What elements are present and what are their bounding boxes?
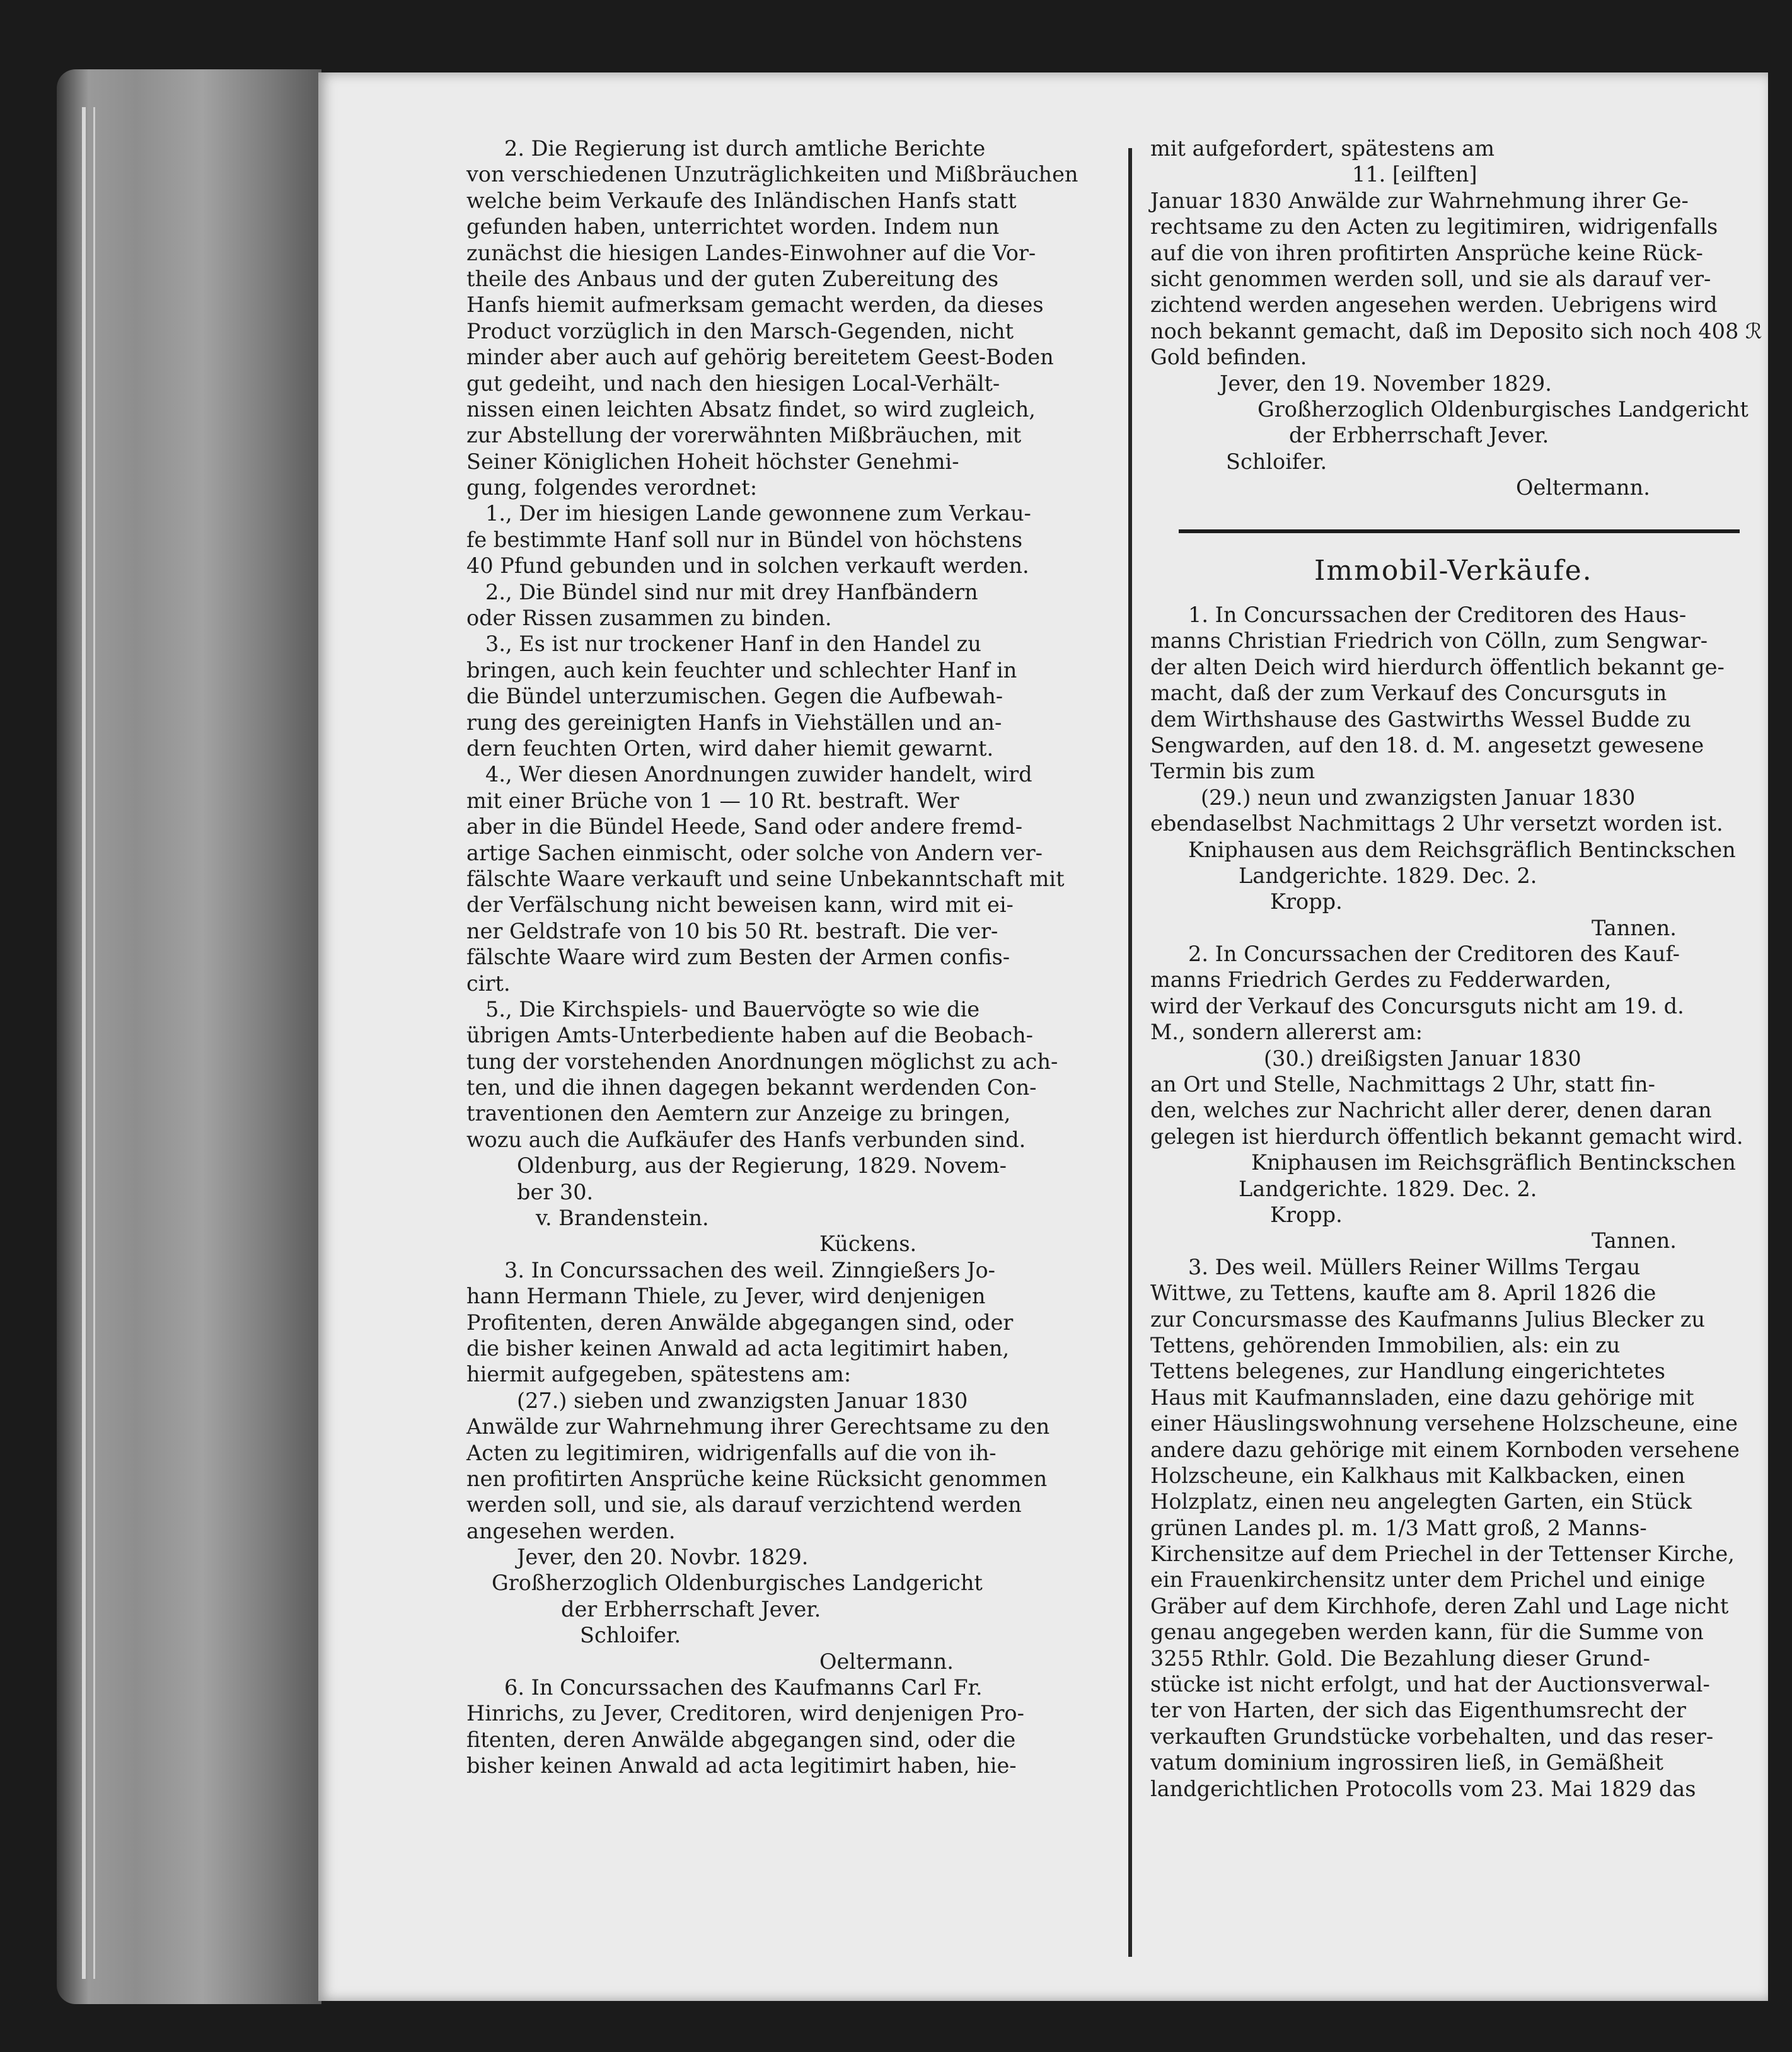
text-line: auf die von ihren profitirten Ansprüche keine Rück- [1150,240,1703,265]
text-line: Holzplatz, einen neu angelegten Garten, ein Stück [1150,1489,1692,1514]
text-line: (29.) neun und zwanzigsten Januar 1830 [1201,785,1636,810]
text-line: 3. Des weil. Müllers Reiner Willms Tergau [1188,1254,1641,1279]
text-line: ein Frauenkirchensitz unter dem Prichel und einige [1150,1567,1706,1593]
text-line: dem Wirthshause des Gastwirths Wessel Budde zu [1150,706,1691,732]
text-line: bringen, auch kein feuchter und schlechter Hanf in [466,657,1017,683]
text-line: vatum dominium ingrossiren ließ, in Gemäßheit [1150,1750,1663,1775]
text-line: 1. In Concurssachen der Creditoren des Haus- [1188,602,1687,627]
text-line: übrigen Amts-Unterbediente haben auf die Beobach- [466,1023,1034,1048]
text-line: artige Sachen einmischt, oder solche von Andern ver- [466,840,1043,865]
text-line: 3255 Rthlr. Gold. Die Bezahlung dieser Grund- [1150,1646,1650,1671]
text-line: theile des Anbaus und der guten Zubereitung des [466,266,999,291]
text-line: welche beim Verkaufe des Inländischen Hanfs statt [466,188,1017,213]
right-column-bottom [1150,602,1768,1802]
text-line: M., sondern allererst am: [1150,1020,1423,1045]
text-line: Acten zu legitimiren, widrigenfalls auf die von ih- [466,1440,997,1465]
text-line: (30.) dreißigsten Januar 1830 [1264,1046,1581,1071]
text-line: Gräber auf dem Kirchhofe, deren Zahl und Lage nicht [1150,1593,1729,1618]
right-column-top [1150,135,1768,500]
text-line: Großherzoglich Oldenburgisches Landgericht [1257,396,1749,422]
text-line: mit einer Brüche von 1 — 10 Rt. bestraft. Wer [466,788,959,813]
text-line: oder Rissen zusammen zu binden. [466,606,832,631]
text-line: 3., Es ist nur trockener Hanf in den Handel zu [485,631,981,657]
text-line: fitenten, deren Anwälde abgegangen sind, oder die [466,1727,1016,1752]
text-line: Wittwe, zu Tettens, kaufte am 8. April 1826 die [1150,1281,1656,1306]
text-line: Tettens, gehörenden Immobilien, als: ein zu [1150,1332,1621,1357]
page-edge-highlight [82,107,86,1979]
text-line: Kniphausen aus dem Reichsgräflich Bentinckschen [1188,837,1736,862]
text-line: 1., Der im hiesigen Lande gewonnene zum Verkau- [485,501,1031,526]
text-line: gefunden haben, unterrichtet worden. Indem nun [466,214,1000,239]
text-line: Tannen. [1592,1228,1677,1254]
text-line: Landgerichte. 1829. Dec. 2. [1239,1176,1537,1201]
text-line: Jever, den 20. Novbr. 1829. [517,1545,809,1570]
text-line: Januar 1830 Anwälde zur Wahrnehmung ihrer Ge- [1150,188,1689,213]
text-line: Profitenten, deren Anwälde abgegangen sind, oder [466,1310,1014,1335]
text-line: werden soll, und sie, als darauf verzichtend werden [466,1492,1022,1518]
text-line: Kirchensitze auf dem Priechel in der Tettenser Kirche, [1150,1542,1735,1567]
section-rule [1179,529,1740,533]
text-line: zichtend werden angesehen werden. Uebrigens wird [1150,292,1718,318]
text-line: Oeltermann. [819,1649,954,1674]
text-line: Hanfs hiemit aufmerksam gemacht werden, da dieses [466,292,1044,318]
text-line: andere dazu gehörige mit einem Kornboden versehene [1150,1437,1740,1462]
text-line: noch bekannt gemacht, daß im Deposito sich noch 408 ℛ [1150,318,1762,343]
text-line: gut gedeiht, und nach den hiesigen Local-Verhält- [466,371,1000,396]
text-line: traventionen den Aemtern zur Anzeige zu bringen, [466,1101,1011,1126]
text-line: Jever, den 19. November 1829. [1220,371,1552,396]
text-line: verkauften Grundstücke vorbehalten, und das reser- [1150,1724,1714,1749]
text-line: ner Geldstrafe von 10 bis 50 Rt. bestraft. Die ver- [466,918,998,943]
text-line: 2. In Concurssachen der Creditoren des Kauf- [1188,942,1680,967]
text-line: rung des gereinigten Hanfs in Viehställen und an- [466,710,1002,735]
text-line: Haus mit Kaufmannsladen, eine dazu gehörige mit [1150,1385,1694,1410]
text-line: wird der Verkauf des Concursguts nicht am 19. d. [1150,993,1684,1018]
text-line: nissen einen leichten Absatz findet, so wird zugleich, [466,396,1036,422]
text-line: Oldenburg, aus der Regierung, 1829. Novem- [517,1153,1007,1179]
text-line: einer Häuslingswohnung versehene Holzscheune, eine [1150,1411,1738,1436]
text-line: 2., Die Bündel sind nur mit drey Hanfbändern [485,579,978,604]
text-line: cirt. [466,971,511,996]
text-line: angesehen werden. [466,1518,676,1543]
text-line: Oeltermann. [1516,475,1650,500]
text-line: den, welches zur Nachricht aller derer, denen daran [1150,1098,1712,1123]
text-line: 40 Pfund gebunden und in solchen verkauft werden. [466,553,1029,579]
text-line: Kniphausen im Reichsgräflich Bentinckschen [1251,1150,1736,1175]
text-line: hiermit aufgegeben, spätestens am: [466,1362,852,1387]
text-line: 4., Wer diesen Anordnungen zuwider handelt, wird [485,762,1032,787]
text-line: Holzscheune, ein Kalkhaus mit Kalkbacken, einen [1150,1463,1685,1488]
text-line: gelegen ist hierdurch öffentlich bekannt gemacht wird. [1150,1124,1743,1149]
book-page-edges [57,69,321,2004]
text-line: stücke ist nicht erfolgt, und hat der Auctionsverwal- [1150,1672,1710,1697]
text-line: von verschiedenen Unzuträglichkeiten und Mißbräuchen [466,162,1078,187]
text-line: Kropp. [1270,889,1343,914]
text-line: 2. Die Regierung ist durch amtliche Berichte [504,136,986,161]
text-line: Schloifer. [580,1623,681,1648]
text-line: Landgerichte. 1829. Dec. 2. [1239,863,1537,888]
text-line: der Erbherrschaft Jever. [1289,423,1549,448]
document-page [318,72,1768,2001]
text-line: rechtsame zu den Acten zu legitimiren, widrigenfalls [1150,214,1718,239]
text-line: ber 30. [517,1179,594,1204]
text-line: an Ort und Stelle, Nachmittags 2 Uhr, statt fin- [1150,1072,1655,1097]
text-line: die Bündel unterzumischen. Gegen die Aufbewah- [466,684,1003,709]
text-line: (27.) sieben und zwanzigsten Januar 1830 [517,1388,968,1413]
text-line: 5., Die Kirchspiels- und Bauervögte so wie die [485,996,980,1022]
text-line: wozu auch die Aufkäufer des Hanfs verbunden sind. [466,1127,1026,1152]
text-line: fälschte Waare wird zum Besten der Armen confis- [466,945,1010,970]
text-line: aber in die Bündel Heede, Sand oder andere fremd- [466,814,1023,839]
text-line: Kropp. [1270,1202,1343,1227]
text-line: Anwälde zur Wahrnehmung ihrer Gerechtsame zu den [466,1414,1050,1439]
text-line: Termin bis zum [1150,759,1315,784]
text-line: v. Brandenstein. [536,1206,709,1231]
text-line: Gold befinden. [1150,345,1307,370]
page-edge-highlight [93,107,95,1979]
text-line: gung, folgendes verordnet: [466,475,758,500]
text-line: Großherzoglich Oldenburgisches Landgericht [492,1571,983,1596]
text-line: der Erbherrschaft Jever. [561,1596,821,1622]
text-line: manns Friedrich Gerdes zu Fedderwarden, [1150,967,1612,993]
text-line: Tettens belegenes, zur Handlung eingerichtetes [1150,1359,1665,1384]
text-line: 6. In Concurssachen des Kaufmanns Carl Fr. [504,1675,983,1700]
text-line: nen profitirten Ansprüche keine Rücksicht genommen [466,1466,1048,1491]
text-line: landgerichtlichen Protocolls vom 23. Mai 1829 das [1150,1776,1696,1801]
text-line: dern feuchten Orten, wird daher hiemit gewarnt. [466,735,994,761]
text-line: mit aufgefordert, spätestens am [1150,136,1494,161]
text-line: Product vorzüglich in den Marsch-Gegenden, nicht [466,318,1014,343]
text-line: sicht genommen werden soll, und sie als darauf ver- [1150,266,1711,291]
text-line: Tannen. [1592,915,1677,940]
text-line: zur Concursmasse des Kaufmanns Julius Blecker zu [1150,1306,1705,1332]
text-line: zur Abstellung der vorerwähnten Mißbräuchen, mit [466,423,1022,448]
text-line: manns Christian Friedrich von Cölln, zum Sengwar- [1150,628,1708,654]
text-line: macht, daß der zum Verkauf des Concursguts in [1150,681,1667,706]
text-line: genau angegeben werden kann, für die Summe von [1150,1620,1704,1645]
text-line: der alten Deich wird hierdurch öffentlich bekannt ge- [1150,654,1725,679]
section-heading: Immobil-Verkäufe. [1314,555,1593,587]
text-line: minder aber auch auf gehörig bereitetem Geest-Boden [466,345,1054,370]
text-line: die bisher keinen Anwald ad acta legitimirt haben, [466,1335,1010,1361]
text-line: zunächst die hiesigen Landes-Einwohner auf die Vor- [466,240,1036,265]
text-line: hann Hermann Thiele, zu Jever, wird denjenigen [466,1284,986,1309]
text-line: tung der vorstehenden Anordnungen möglichst zu ach- [466,1049,1058,1074]
text-line: ter von Harten, der sich das Eigenthumsrecht der [1150,1698,1686,1723]
text-line: Seiner Königlichen Hoheit höchster Genehmi- [466,449,959,474]
text-line: bisher keinen Anwald ad acta legitimirt haben, hie- [466,1753,1017,1778]
text-line: Hinrichs, zu Jever, Creditoren, wird denjenigen Pro- [466,1701,1024,1726]
text-line: fälschte Waare verkauft und seine Unbekanntschaft mit [466,866,1065,891]
text-line: 11. [eilften] [1352,162,1477,187]
text-line: ebendaselbst Nachmittags 2 Uhr versetzt worden ist. [1150,811,1723,836]
text-line: Kückens. [819,1231,917,1257]
text-line: ten, und die ihnen dagegen bekannt werdenden Con- [466,1075,1037,1100]
text-line: fe bestimmte Hanf soll nur in Bündel von höchstens [466,527,1023,552]
text-line: 3. In Concurssachen des weil. Zinngießers Jo- [504,1257,995,1282]
text-line: Sengwarden, auf den 18. d. M. angesetzt gewesene [1150,732,1704,758]
text-line: der Verfälschung nicht beweisen kann, wird mit ei- [466,892,1014,918]
text-line: Schloifer. [1226,449,1327,474]
text-line: grünen Landes pl. m. 1/3 Matt groß, 2 Manns- [1150,1515,1647,1540]
